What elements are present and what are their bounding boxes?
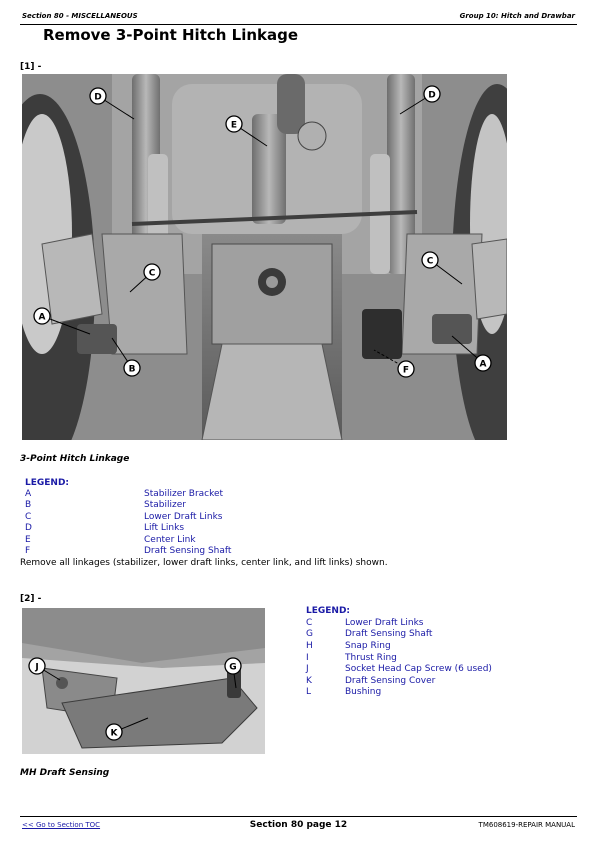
legend-key: C bbox=[25, 512, 32, 522]
group-header: Group 10: Hitch and Drawbar bbox=[459, 12, 575, 20]
section-header: Section 80 - MISCELLANEOUS bbox=[22, 12, 138, 20]
figure-2-legend-title: LEGEND: bbox=[306, 606, 351, 616]
legend-label: Draft Sensing Shaft bbox=[144, 546, 232, 556]
figure-2-photo bbox=[22, 608, 265, 754]
callout-a-right bbox=[475, 355, 491, 371]
legend-key: B bbox=[25, 500, 32, 510]
legend-label: Lower Draft Links bbox=[345, 618, 424, 628]
legend-key: A bbox=[25, 489, 32, 499]
legend-label: Snap Ring bbox=[345, 641, 391, 651]
legend-label: Bushing bbox=[345, 687, 382, 697]
figure-2-tag: [2] - bbox=[20, 594, 42, 604]
figure-1-photo bbox=[22, 74, 507, 440]
svg-text:A: A bbox=[38, 312, 46, 323]
legend-key: L bbox=[306, 687, 312, 697]
callout-k bbox=[106, 724, 122, 740]
legend-label: Stabilizer Bracket bbox=[144, 489, 224, 499]
legend-key: E bbox=[25, 535, 31, 545]
callout-a-left bbox=[34, 308, 50, 324]
draft-sensing-illustration bbox=[22, 608, 265, 754]
legend-label: Draft Sensing Shaft bbox=[345, 629, 433, 639]
callout-c-right bbox=[422, 252, 438, 268]
svg-text:F: F bbox=[402, 365, 410, 376]
svg-text:C: C bbox=[148, 268, 156, 279]
legend-key: K bbox=[306, 676, 312, 686]
legend-key: H bbox=[306, 641, 313, 651]
hitch-linkage-illustration bbox=[22, 74, 507, 440]
legend-key: D bbox=[25, 523, 32, 533]
callout-g bbox=[225, 658, 241, 674]
figure-2-caption: MH Draft Sensing bbox=[20, 768, 110, 778]
svg-text:B: B bbox=[128, 364, 136, 375]
svg-text:A: A bbox=[479, 359, 487, 370]
legend-label: Socket Head Cap Screw (6 used) bbox=[345, 664, 492, 674]
page-number: Section 80 page 12 bbox=[249, 820, 348, 830]
instruction-note: Remove all linkages (stabilizer, lower draft links, center link, and lift links) shown. bbox=[20, 558, 388, 568]
svg-text:J: J bbox=[35, 662, 39, 673]
figure-1-legend-title: LEGEND: bbox=[25, 478, 70, 488]
callout-c-left bbox=[144, 264, 160, 280]
svg-text:D: D bbox=[428, 90, 436, 101]
manual-id: TM608619-REPAIR MANUAL bbox=[478, 821, 575, 829]
callout-d-right bbox=[424, 86, 440, 102]
figure-1-caption: 3-Point Hitch Linkage bbox=[20, 454, 130, 464]
legend-key: J bbox=[306, 664, 309, 674]
legend-label: Draft Sensing Cover bbox=[345, 676, 436, 686]
callout-e bbox=[226, 116, 242, 132]
footer-divider bbox=[20, 816, 577, 817]
callout-d-left bbox=[90, 88, 106, 104]
legend-key: I bbox=[306, 653, 309, 663]
svg-text:D: D bbox=[94, 92, 102, 103]
svg-text:K: K bbox=[110, 728, 118, 739]
svg-text:C: C bbox=[426, 256, 434, 267]
legend-key: C bbox=[306, 618, 313, 628]
callout-j bbox=[29, 658, 45, 674]
svg-text:E: E bbox=[230, 120, 238, 131]
legend-key: F bbox=[25, 546, 31, 556]
svg-text:G: G bbox=[229, 662, 237, 673]
header-divider bbox=[20, 24, 577, 25]
figure-1-tag: [1] - bbox=[20, 62, 42, 72]
legend-label: Thrust Ring bbox=[345, 653, 397, 663]
section-toc-link[interactable]: << Go to Section TOC bbox=[22, 821, 101, 829]
legend-label: Lift Links bbox=[144, 523, 185, 533]
legend-key: G bbox=[306, 629, 313, 639]
legend-label: Stabilizer bbox=[144, 500, 186, 510]
legend-label: Lower Draft Links bbox=[144, 512, 223, 522]
legend-label: Center Link bbox=[144, 535, 196, 545]
callout-f bbox=[398, 361, 414, 377]
page-title: Remove 3-Point Hitch Linkage bbox=[43, 26, 299, 44]
callout-b bbox=[124, 360, 140, 376]
